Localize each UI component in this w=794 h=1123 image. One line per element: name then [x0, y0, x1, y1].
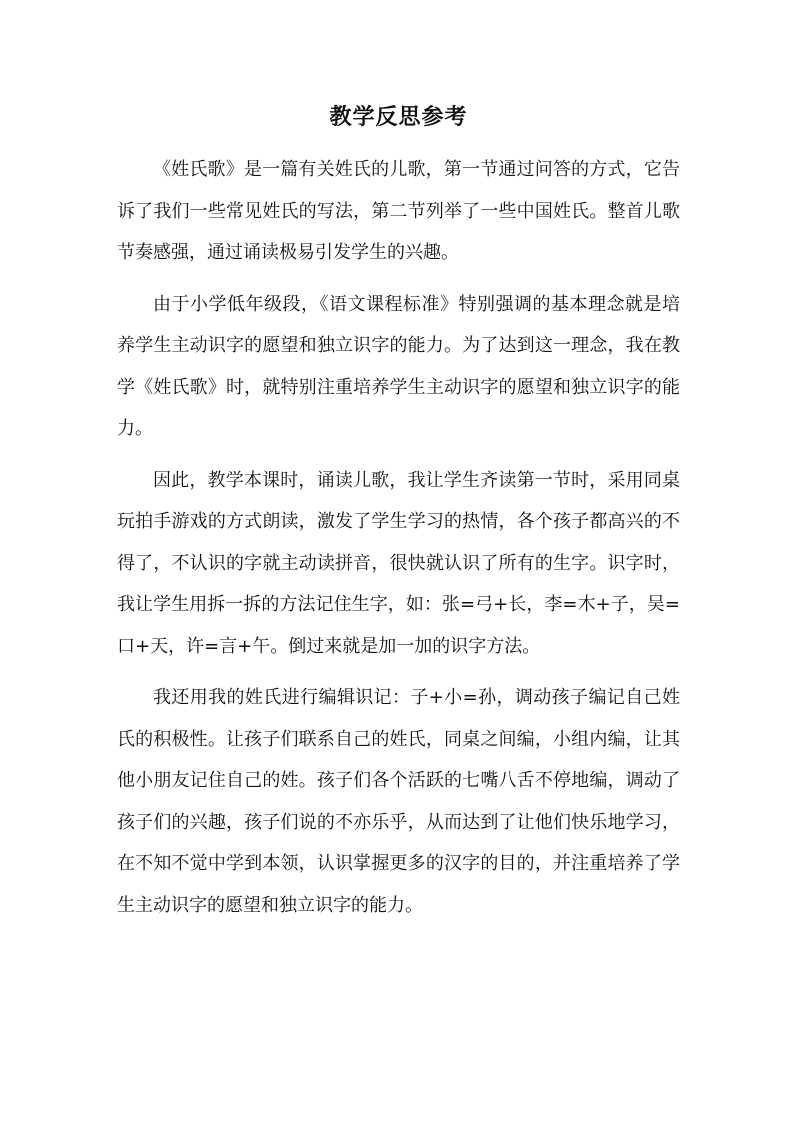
paragraph-curriculum: 由于小学低年级段，《语文课程标准》特别强调的基本理念就是培养学生主动识字的愿望和独立识字的能力。为了达到这一理念，我在教学《姓氏歌》时，就特别注重培养学生主动识字的愿望和独立识字的能力。 [117, 293, 680, 439]
paragraph-intro: 《姓氏歌》是一篇有关姓氏的儿歌，第一节通过问答的方式，它告诉了我们一些常见姓氏的写法，第二节列举了一些中国姓氏。整首儿歌节奏感强，通过诵读极易引发学生的兴趣。 [117, 159, 680, 263]
document-title: 教学反思参考 [329, 105, 468, 130]
paragraph-method: 因此，教学本课时，诵读儿歌，我让学生齐读第一节时，采用同桌玩拍手游戏的方式朗读，激发了学生学习的热情，各个孩子都高兴的不得了，不认识的字就主动读拼音，很快就认识了所有的生字。识字时，我让学生用拆一拆的方法记住生字，如：张=弓+长，李=木+子，吴=口+天，许=言+午。倒过来就是加一加的识字方法。 [117, 469, 680, 657]
paragraph-surname-practice: 我还用我的姓氏进行编辑识记：子+小=孙，调动孩子编记自己姓氏的积极性。让孩子们联系自己的姓氏，同桌之间编，小组内编，让其他小朋友记住自己的姓。孩子们各个活跃的七嘴八舌不停地编，调动了孩子们的兴趣，孩子们说的不亦乐乎，从而达到了让他们快乐地学习，在不知不觉中学到本领，认识掌握更多的汉字的目的，并注重培养了学生主动识字的愿望和独立识字的能力。 [117, 687, 680, 916]
document-page [117, 98, 680, 936]
